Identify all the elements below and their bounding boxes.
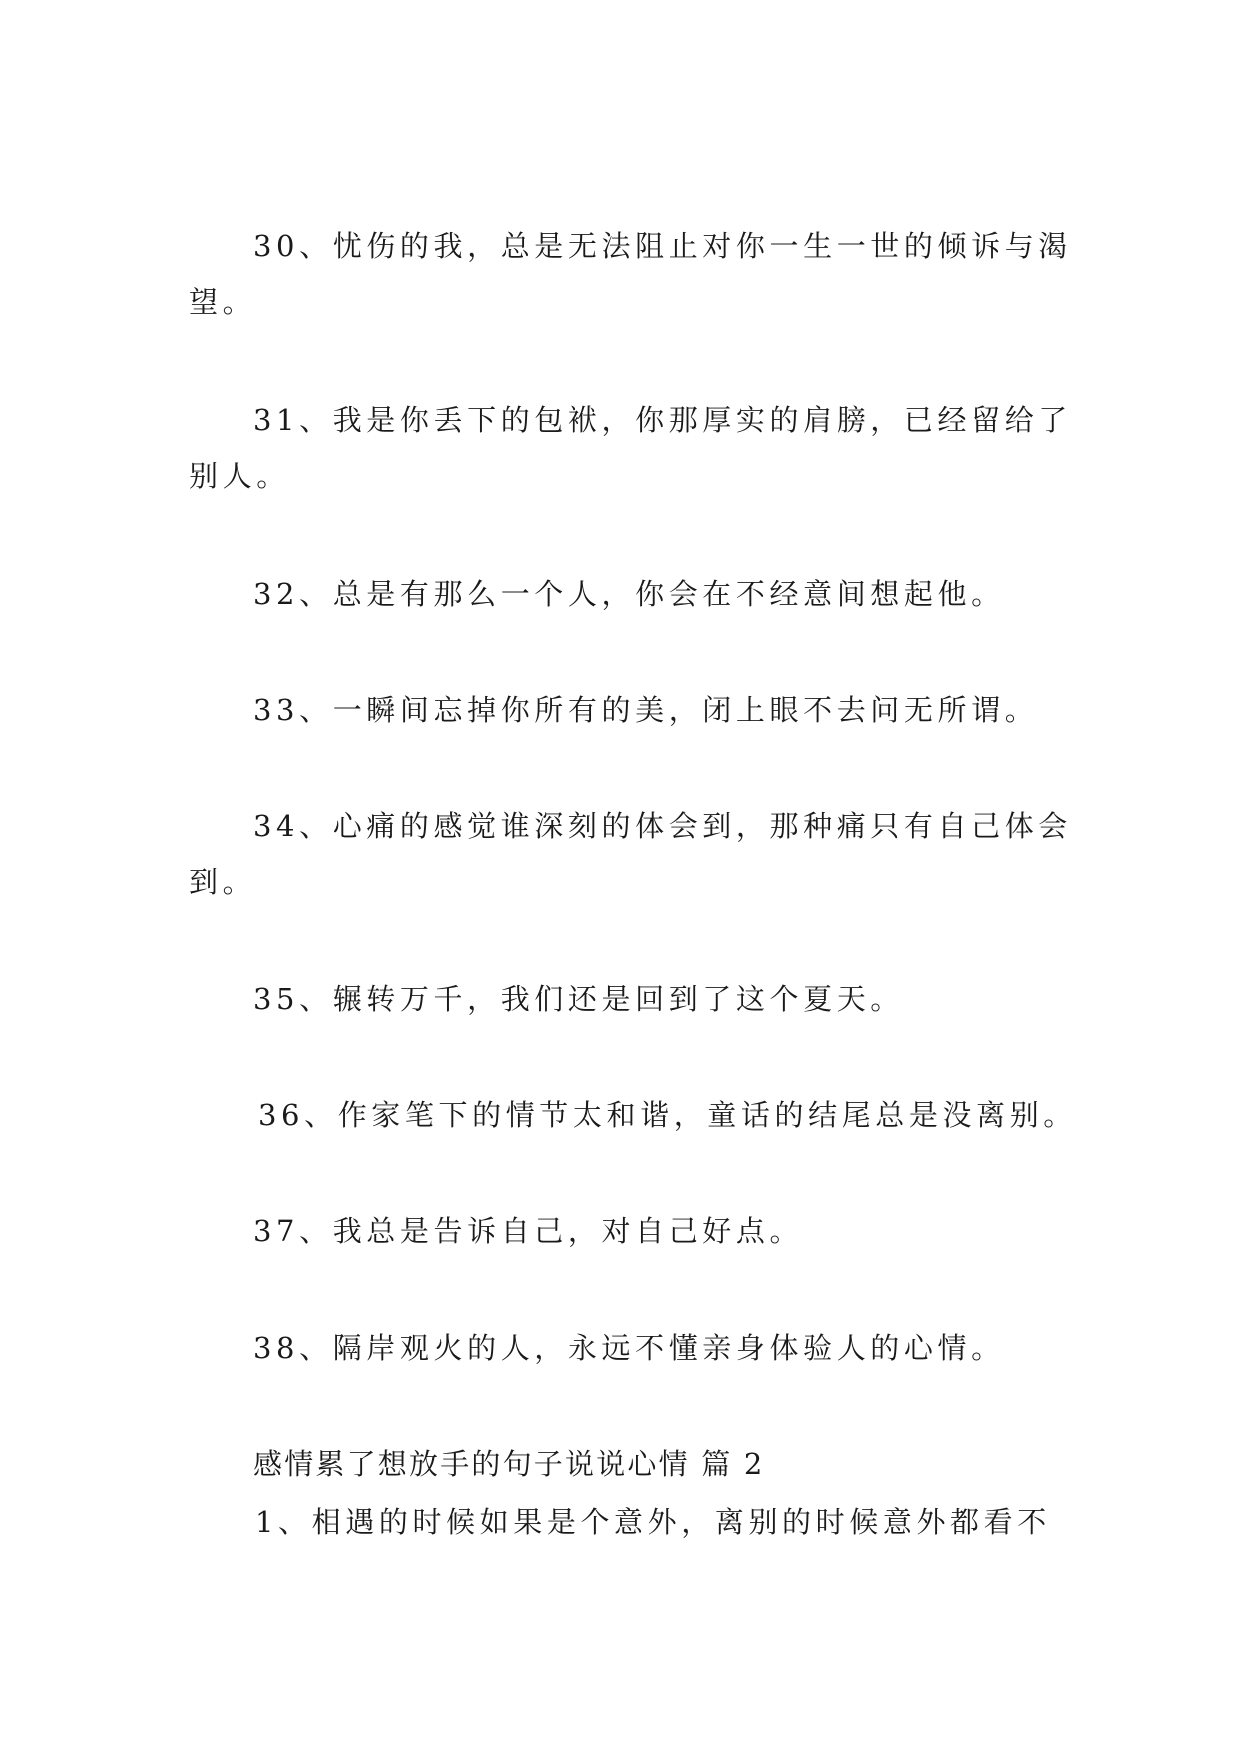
paragraph-34-line-1: 34、心痛的感觉谁深刻的体会到，那种痛只有自己体会 [253,809,1072,843]
paragraph-31-line-2: 别人。 [189,459,290,493]
paragraph-2-1-line-1: 1、相遇的时候如果是个意外，离别的时候意外都看不 [255,1505,1051,1539]
paragraph-32: 32、总是有那么一个人，你会在不经意间想起他。 [253,577,1005,611]
paragraph-37: 37、我总是告诉自己，对自己好点。 [253,1214,804,1248]
paragraph-33: 33、一瞬间忘掉你所有的美，闭上眼不去问无所谓。 [253,693,1039,727]
paragraph-30-line-2: 望。 [189,285,257,319]
paragraph-38: 38、隔岸观火的人，永远不懂亲身体验人的心情。 [253,1331,1005,1365]
paragraph-34-line-2: 到。 [189,865,257,899]
paragraph-36: 36、作家笔下的情节太和谐，童话的结尾总是没离别。 [258,1098,1077,1132]
paragraph-30-line-1: 30、忧伤的我，总是无法阻止对你一生一世的倾诉与渴 [253,229,1072,263]
paragraph-35: 35、辗转万千，我们还是回到了这个夏天。 [253,982,904,1016]
section-heading: 感情累了想放手的句子说说心情 篇 2 [253,1447,765,1481]
paragraph-31-line-1: 31、我是你丢下的包袱，你那厚实的肩膀，已经留给了 [253,403,1072,437]
